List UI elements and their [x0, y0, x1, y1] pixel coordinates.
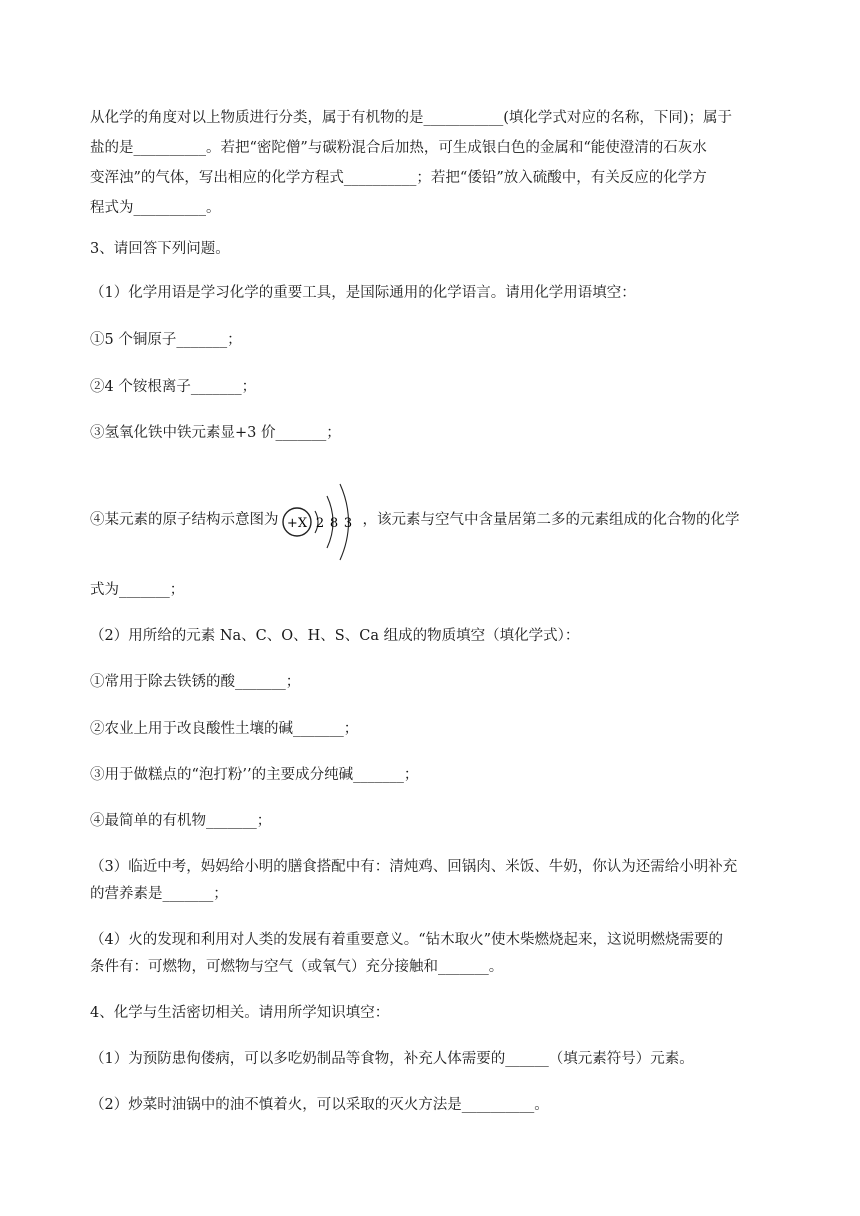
paragraph-line: 盐的是__________。若把“密陀僧”与碳粉混合后加热，可生成银白色的金属和“能使澄清的石灰水 [90, 140, 707, 156]
paragraph-line: （2）用所给的元素 Na、C、O、H、S、Ca 组成的物质填空（填化学式）： [90, 628, 580, 644]
atom-structure-diagram [281, 476, 361, 564]
paragraph-line: （1）化学用语是学习化学的重要工具，是国际通用的化学语言。请用化学用语填空： [90, 285, 636, 301]
paragraph-line: 条件有：可燃物，可燃物与空气（或氧气）充分接触和_______。 [90, 959, 504, 975]
paragraph-line: 从化学的角度对以上物质进行分类，属于有机物的是___________(填化学式对应的名称，下同)；属于 [90, 110, 733, 126]
paragraph-line: （3）临近中考，妈妈给小明的膳食搭配中有：清炖鸡、回锅肉、米饭、牛奶，你认为还需给小明补充 [90, 859, 738, 875]
blank-item: ①5 个铜原子_______； [90, 332, 242, 348]
paragraph-line: 式为_______； [90, 582, 185, 598]
blank-item: ③用于做糕点的“泡打粉’’的主要成分纯碱_______； [90, 767, 419, 783]
paragraph-line: 变浑浊”的气体，写出相应的化学方程式__________；若把“倭铅”放入硫酸中，有关反应的化学方 [90, 170, 707, 186]
blank-item: ④最简单的有机物_______； [90, 813, 272, 829]
electron-count-3: 3 [343, 516, 352, 531]
paragraph-line: （2）炒菜时油锅中的油不慎着火，可以采取的灭火方法是__________。 [90, 1097, 549, 1113]
paragraph-line: 程式为__________。 [90, 200, 221, 216]
question-heading: 3、请回答下列问题。 [90, 241, 230, 257]
paragraph-line: 的营养素是_______； [90, 886, 228, 902]
nucleus-label: +X [286, 516, 307, 531]
atom-line-before: ④某元素的原子结构示意图为 [90, 512, 279, 528]
electron-count-2: 8 [329, 516, 338, 531]
blank-item: ②农业上用于改良酸性土壤的碱_______； [90, 721, 359, 737]
blank-item: ①常用于除去铁锈的酸_______； [90, 674, 301, 690]
blank-item: ③氢氧化铁中铁元素显+3 价_______； [90, 425, 341, 441]
electron-count-1: 2 [315, 516, 324, 531]
paragraph-line: （1）为预防患佝偻病，可以多吃奶制品等食物，补充人体需要的______（填元素符号）元素。 [90, 1051, 694, 1067]
atom-line-after: ，该元素与空气中含量居第二多的元素组成的化合物的化学 [362, 512, 740, 528]
paragraph-line: （4）火的发现和利用对人类的发展有着重要意义。“钻木取火”使木柴燃烧起来，这说明燃烧需要的 [90, 932, 724, 948]
atom-structure-line [90, 476, 790, 564]
question-heading: 4、化学与生活密切相关。请用所学知识填空： [90, 1005, 390, 1021]
blank-item: ②4 个铵根离子_______； [90, 379, 257, 395]
